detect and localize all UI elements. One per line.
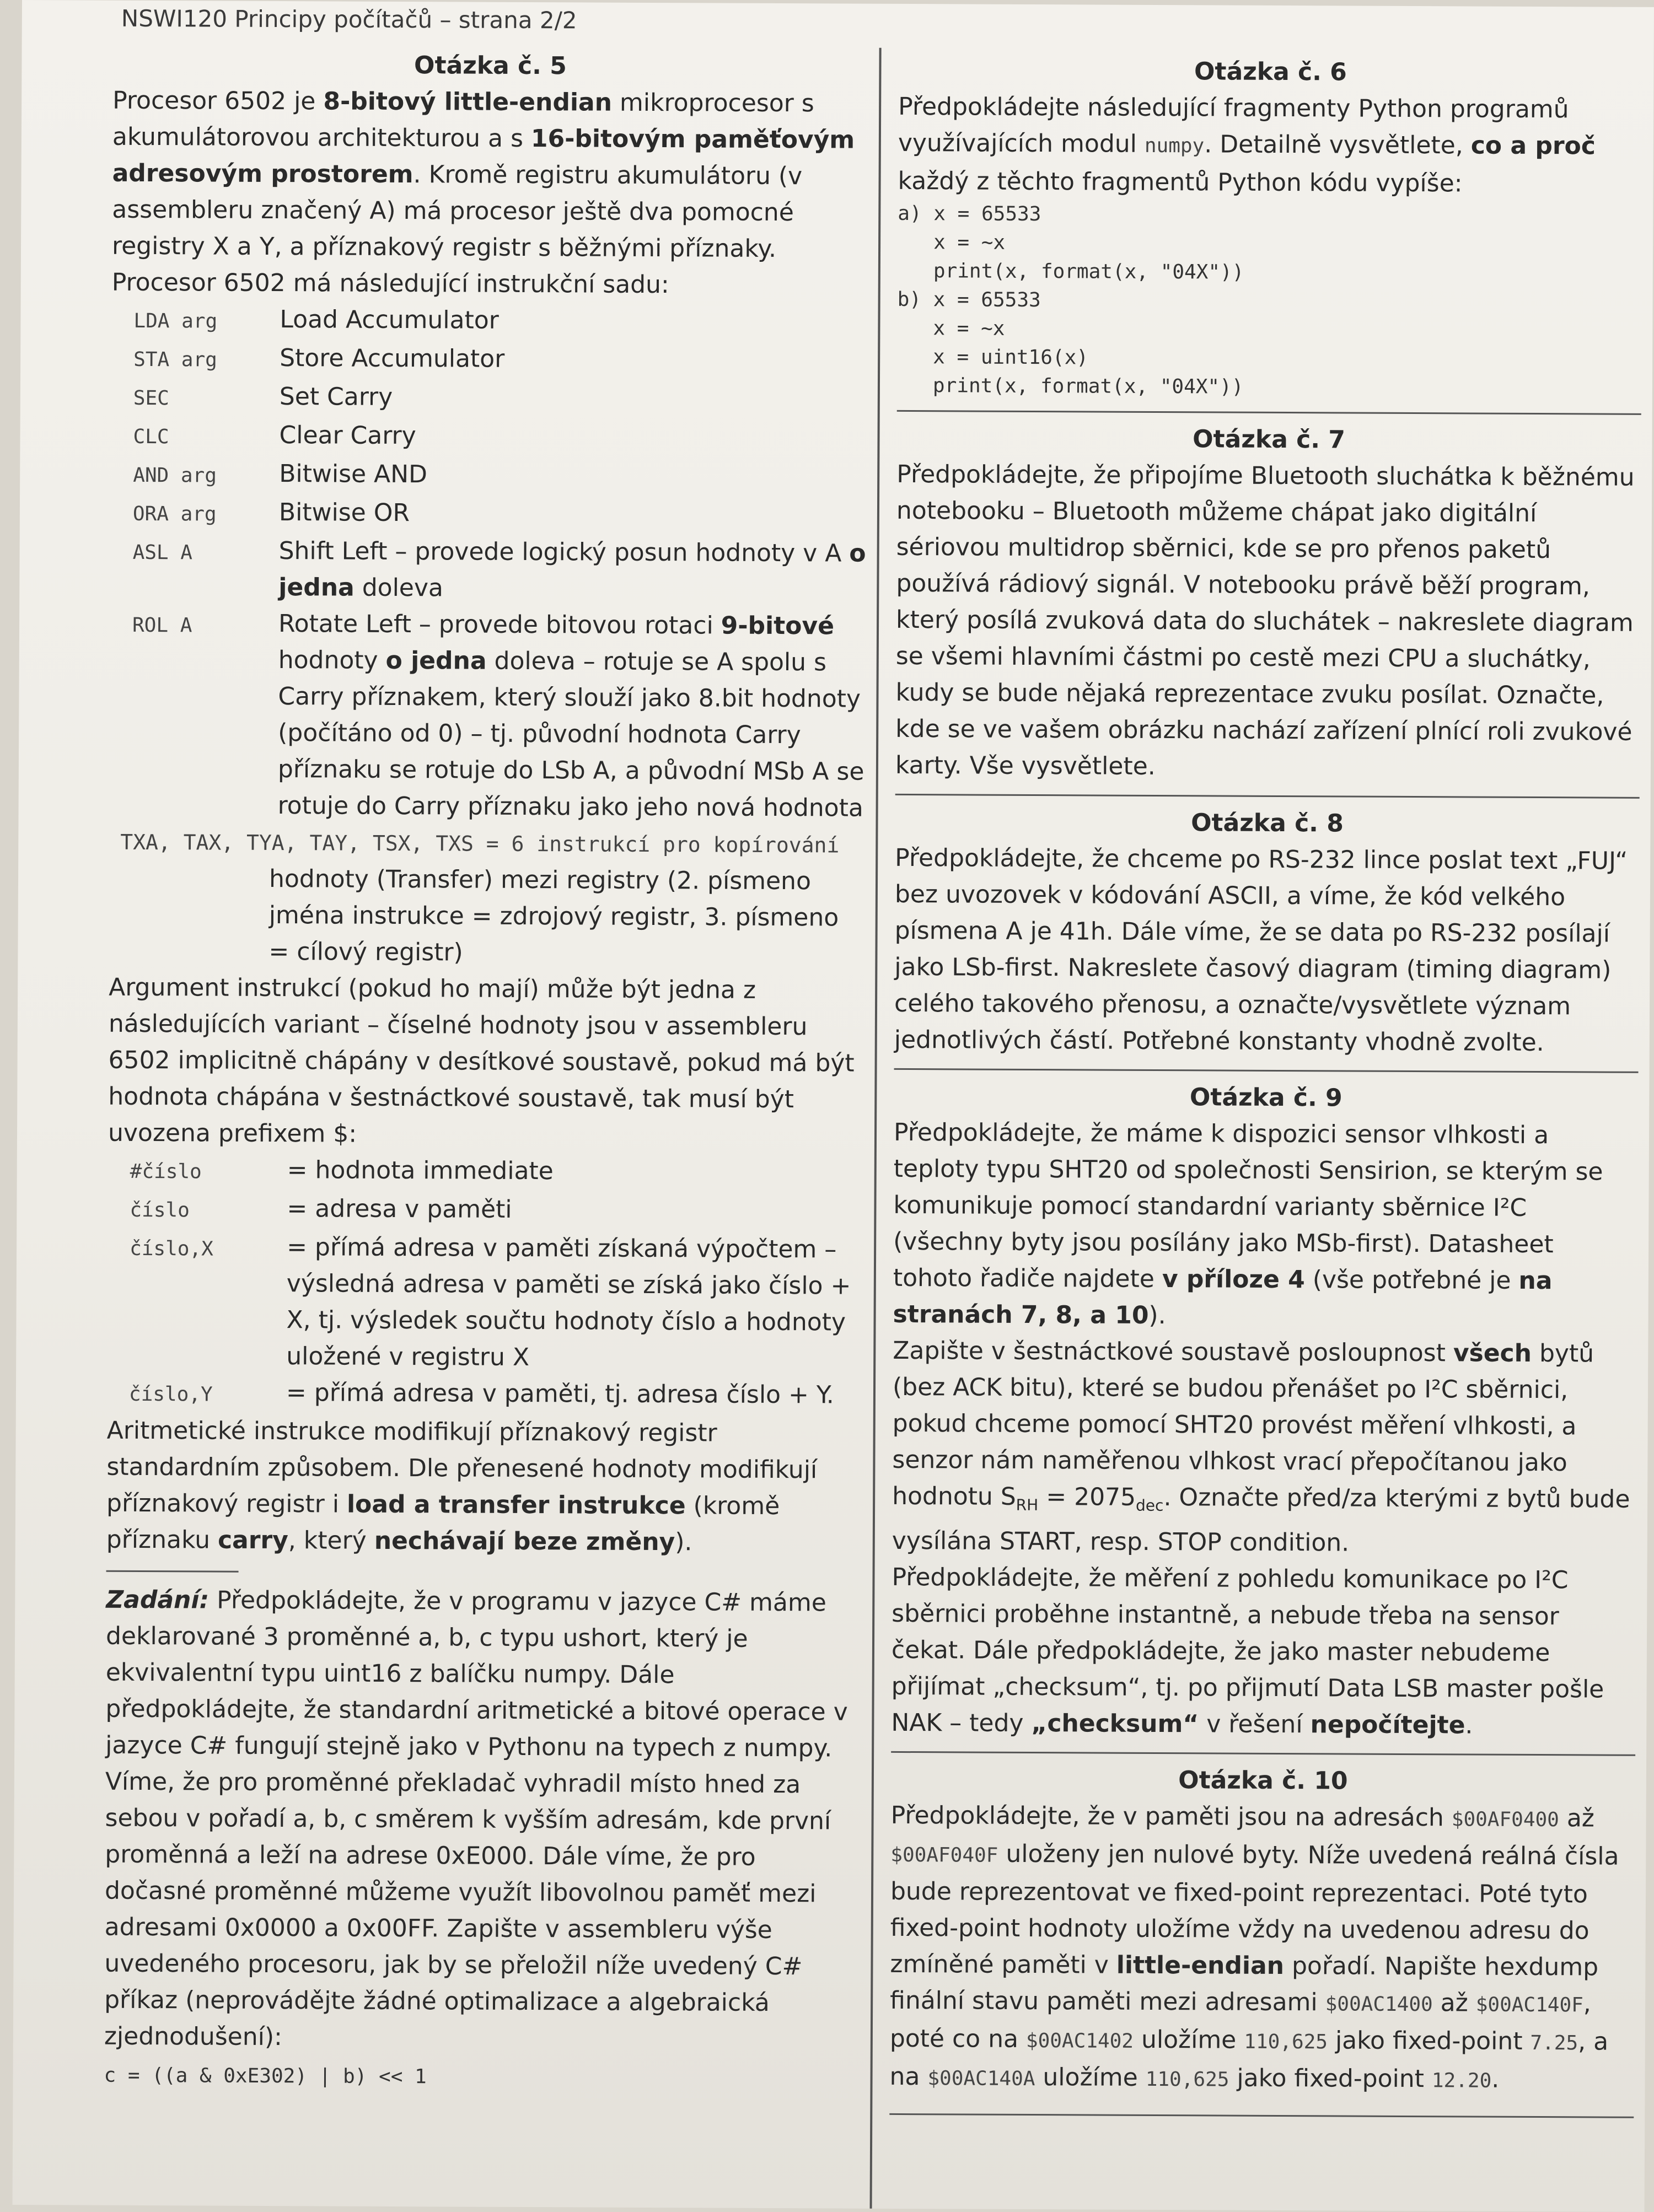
q9-p3-b3: nepočítejte [1310,1710,1465,1740]
transfer-cont: hodnoty (Transfer) mezi registry (2. písmeno jména instrukce = zdrojový registr, 3. písmeno = cílový registr) [268,864,839,967]
instr-key: CLC [133,425,169,449]
q9-p1-b1: v příloze 4 [1162,1265,1305,1294]
q5-intro-b3: 16-bitovým paměťovým adresovým prostorem [112,125,855,189]
asl-b1: o jedna [278,539,866,602]
page-header: NSWI120 Principy počítačů – strana 2/2 [121,4,577,34]
instr-desc [277,606,866,827]
q5-task [104,1582,862,2058]
instr-key: ROL A [132,613,192,637]
arg-key: číslo [130,1198,190,1222]
instr-desc: Bitwise OR [278,498,410,528]
q9-p2-b1: všech [1453,1339,1532,1368]
q10-t14: jako fixed-point [1327,2026,1531,2055]
q10-t6: pořadí. Napište hexdump finální stavu paměti mezi adresami [890,1951,1599,2017]
q9-p3 [891,1559,1636,1745]
q6-t2: . Detailně vysvětlete, [1204,130,1471,160]
q5-intro-t2: mikroprocesor s akumulátorovou architekturou a s [112,88,814,153]
instr-desc: Bitwise AND [279,460,428,489]
arg-key: #číslo [130,1160,202,1183]
separator [889,2113,1634,2118]
rol-t2: hodnoty [278,646,386,675]
arith-t2: (kromě příznaku [106,1492,780,1554]
q9-title: Otázka č. 9 [1189,1083,1342,1112]
q10-t4: uloženy jen nulové byty. Níže uvedená reálná čísla bude reprezentovat ve fixed-point reprezentaci. Poté tyto fixed-point hodnoty uložíme vždy na uvedenou adresu do zmíněné paměti v [890,1839,1619,1979]
task-text: Předpokládejte, že v programu v jazyce C# máme deklarované 3 proměnné a, b, c typu ushort, který je ekvivalentní typu uint16 z balíčku numpy. Dále předpokládejte, že standardní aritmetické a bitové operace v jazyce C# fungují stejně jako v Pythonu na typech z numpy. Víme, že pro proměnné překladač vyhradil místo hned za sebou v pořadí a, b, c směrem k vyšším adresám, kde první proměnná a leží na adrese 0xE000. Dále víme, že pro dočasné proměnné můžeme využít libovolnou paměť mezi adresami 0x0000 a 0x00FF. Zapište v assembleru výše uvedeného procesoru, jak by se přeložil níže uvedený C# příkaz (neprovádějte žádné optimalizace a algebraická zjednodušení): [104,1586,848,2052]
q9-p2-sub-rh: RH [1016,1495,1039,1514]
instr-key: ORA arg [132,502,217,526]
q10-t12: uložíme [1133,2025,1244,2054]
q9-p2-t0: Zapište v šestnáctkové soustavě posloupnost [893,1336,1454,1368]
q10-t18: uložíme [1035,2063,1146,2092]
q6-text [898,89,1642,203]
arith-t0: Aritmetické instrukce modifikují příznakový registr standardním způsobem. Dle přenesené hodnoty modifikují příznakový registr i [106,1416,818,1519]
instr-desc: Store Accumulator [280,344,505,373]
arg-desc: = přímá adresa v paměti, tj. adresa číslo + Y. [286,1379,834,1409]
arith-note [106,1413,862,1562]
instr-desc [278,533,866,609]
q10-t20: jako fixed-point [1229,2064,1432,2093]
q6-t0: Předpokládejte následující fragmenty Python programů využívajících modul [898,92,1569,158]
q6-code-b: b) x = 65533 x = ~x x = uint16(x) print(x, format(x, "04X")) [896,288,1244,399]
instruction-list [109,301,867,827]
q5-intro [112,83,868,304]
q10-text [889,1797,1635,2100]
right-column [889,56,1642,2130]
q10-t10: , poté co na [889,1989,1591,2053]
arg-list [107,1151,863,1416]
instr-desc: Set Carry [279,383,393,411]
rol-t4: doleva – rotuje se A spolu s Carry příznakem, který slouží jako 8.bit hodnoty (počítáno od 0) – tj. původní hodnota Carry příznaku se rotuje do LSb A, a původní MSb A se rotuje do Carry příznaku jako jeho nová hodnota [277,647,864,822]
arg-key: číslo,Y [128,1382,213,1406]
q8-text: Předpokládejte, že chceme po RS-232 lince poslat text „FUJ“ bez uvozovek v kódování ASCII, a víme, že kód velkého písmena A je 41h. Dále víme, že se data po RS-232 posílají jako LSb-first. Nakreslete časový diagram (timing diagram) celého takového přenosu, a označte/vysvětlete význam jednotlivých částí. Potřebné konstanty vhodně zvolte. [894,843,1628,1057]
separator [891,1751,1635,1756]
q5-intro-t0: Procesor 6502 je [112,86,324,116]
q9-p3-t2: v řešení [1199,1710,1311,1739]
q10-t22: . [1491,2065,1500,2093]
task-label: Zadání: [106,1585,210,1614]
arith-b1: load a transfer instrukce [346,1490,686,1520]
q5-intro-b1: 8-bitový little-endian [323,87,613,117]
q5-intro-t4: . Kromě registru akumulátoru (v assembleru značený A) má procesor ještě dva pomocné registry X a Y, a příznakový registr s běžnými příznaky. Procesor 6502 má následující instrukční sadu: [111,160,803,299]
transfer-line-text: TXA, TAX, TYA, TAY, TSX, TXS = 6 instrukcí pro kopírování [120,830,840,858]
asl-t0: Shift Left – provede logický posun hodnoty v A [278,537,850,568]
instr-desc: Clear Carry [279,421,416,450]
q9-p2-sub-dec: dec [1135,1496,1164,1515]
asl-t2: doleva [354,573,444,602]
arg-desc: = adresa v paměti [287,1194,512,1224]
separator [895,794,1640,799]
transfer-line [109,824,864,864]
instr-row [133,301,867,343]
rol-b1: 9-bitové [721,611,835,641]
q10-m13: 110,625 [1244,2030,1328,2054]
separator [894,1068,1639,1073]
arg-row [108,1190,863,1232]
arg-desc: = přímá adresa v paměti získaná výpočtem – výsledná adresa v paměti se získá jako číslo + X, tj. výsledek součtu hodnoty číslo a hodnoty uložené v registru X [286,1233,851,1372]
q9-p1-b3: na stranách 7, 8, a 10 [893,1266,1553,1330]
q7-text: Předpokládejte, že připojíme Bluetooth sluchátka k běžnému notebooku – Bluetooth můžeme chápat jako digitální sériovou multidrop sběrnici, kde se pro přenos paketů používá rádiový signál. V notebooku právě běží program, který posílá zvuková data do sluchátek – nakreslete diagram se všemi hlavními částmi po cestě mezi CPU a sluchátky, kudy se bude nějaká reprezentace zvuku posílat. Označte, kde se ve vašem obrázku nachází zařízení plnící roli zvukové karty. Vše vysvětlete. [895,460,1635,781]
q9-p3-t4: . [1465,1711,1473,1740]
q9-p1-t4: ). [1148,1301,1166,1330]
q6-code-a: a) x = 65533 x = ~x print(x, format(x, "04X")) [897,202,1244,284]
q10-t16: , a na [889,2027,1609,2091]
instr-row [133,417,866,459]
separator [106,1570,239,1573]
q10-b5: little-endian [1116,1951,1285,1980]
instr-row [133,455,866,497]
args-intro: Argument instrukcí (pokud ho mají) může být jedna z následujících variant – číselné hodnoty jsou v assembleru 6502 implicitně chápány v desítkové soustavě, pokud má být hodnota chápána v šestnáctkové soustavě, tak musí být uvozena prefixem $: [108,973,855,1148]
q10-m19: 110,625 [1145,2068,1229,2091]
q10-m9: $00AC140F [1475,1993,1583,2017]
q10-m1: $00AF0400 [1451,1808,1559,1831]
q10-m21: 12.20 [1431,2069,1492,2092]
q6-t4: každý z těchto fragmentů Python kódu vypíše: [898,166,1463,198]
instr-row [133,340,867,381]
arith-b5: nechávají beze změny [374,1526,675,1557]
q9-p3-t0: Předpokládejte, že měření z pohledu komunikace po I²C sběrnici proběhne instantně, a nebude třeba na sensor čekat. Dále předpokládejte, že jako master nebudeme přijímat „checksum“, tj. po přijmutí Data LSB master pošle NAK – tedy [891,1563,1604,1737]
q10-m3: $00AF040F [890,1843,998,1867]
q6-title: Otázka č. 6 [1194,57,1347,87]
arith-b3: carry [217,1526,288,1555]
q10-m7: $00AC1400 [1325,1993,1433,2016]
q9-p1-t2: (vše potřebné je [1304,1266,1519,1295]
q9-p2 [892,1333,1637,1563]
q7-title: Otázka č. 7 [1193,425,1346,454]
arg-desc: = hodnota immediate [287,1156,554,1186]
q6-numpy: numpy [1144,134,1205,158]
instr-key: AND arg [133,464,217,487]
arg-row [107,1374,862,1416]
instr-row [133,494,866,536]
arith-t4: , který [288,1526,374,1555]
arith-t6: ). [675,1528,692,1557]
q9-p2-t4: = 2075 [1038,1483,1136,1511]
q9-p2-t6: . Označte před/za kterými z bytů bude vysílána START, resp. STOP condition. [892,1483,1630,1557]
q8-title: Otázka č. 8 [1191,809,1344,838]
q10-t8: až [1432,1988,1476,2017]
q10-m15: 7.25 [1530,2031,1578,2055]
q10-m11: $00AC1402 [1025,2029,1134,2053]
q5-code: c = ((a & 0xE302) | b) << 1 [104,2064,427,2089]
q10-t2: až [1559,1804,1595,1833]
arg-row [108,1151,863,1193]
instr-row [133,378,867,420]
instr-key: LDA arg [133,309,218,333]
column-divider [870,48,882,2209]
q9-p3-b1: „checksum“ [1031,1709,1199,1739]
instr-desc: Load Accumulator [280,305,499,335]
q6-b3: co a proč [1470,131,1596,160]
q9-p1-t0: Předpokládejte, že máme k dispozici sensor vlhkosti a teploty typu SHT20 od společnosti Sensirion, se kterým se komunikuje pomocí standardní varianty sběrnice I²C (všechny byty jsou posílány jako MSb-first). Datasheet tohoto řadiče najdete [893,1118,1603,1294]
separator [897,410,1641,415]
q10-title: Otázka č. 10 [1178,1766,1348,1795]
instr-key: SEC [133,386,169,410]
exam-sheet [13,0,1654,2212]
left-column [104,50,868,2093]
q9-p1 [893,1115,1638,1336]
q5-title: Otázka č. 5 [414,51,567,80]
rol-t0: Rotate Left – provede bitovou rotaci [278,610,721,640]
instr-key: ASL A [132,541,193,564]
arg-key: číslo,X [130,1237,213,1261]
instr-row-rol [131,605,866,827]
rol-b3: o jedna [385,646,487,675]
instr-key: STA arg [133,348,217,372]
arg-row [107,1229,863,1377]
q10-m17: $00AC140A [927,2066,1035,2090]
q9-p2-t2: bytů (bez ACK bitu), které se budou přenášet po I²C sběrnici, pokud chceme pomocí SHT20 provést měření vlhkosti, a senzor nám naměřenou vlhkost vrací přepočítanou jako hodnotu S [892,1339,1594,1511]
q10-t0: Předpokládejte, že v paměti jsou na adresách [890,1801,1452,1832]
instr-row-asl [132,532,866,609]
